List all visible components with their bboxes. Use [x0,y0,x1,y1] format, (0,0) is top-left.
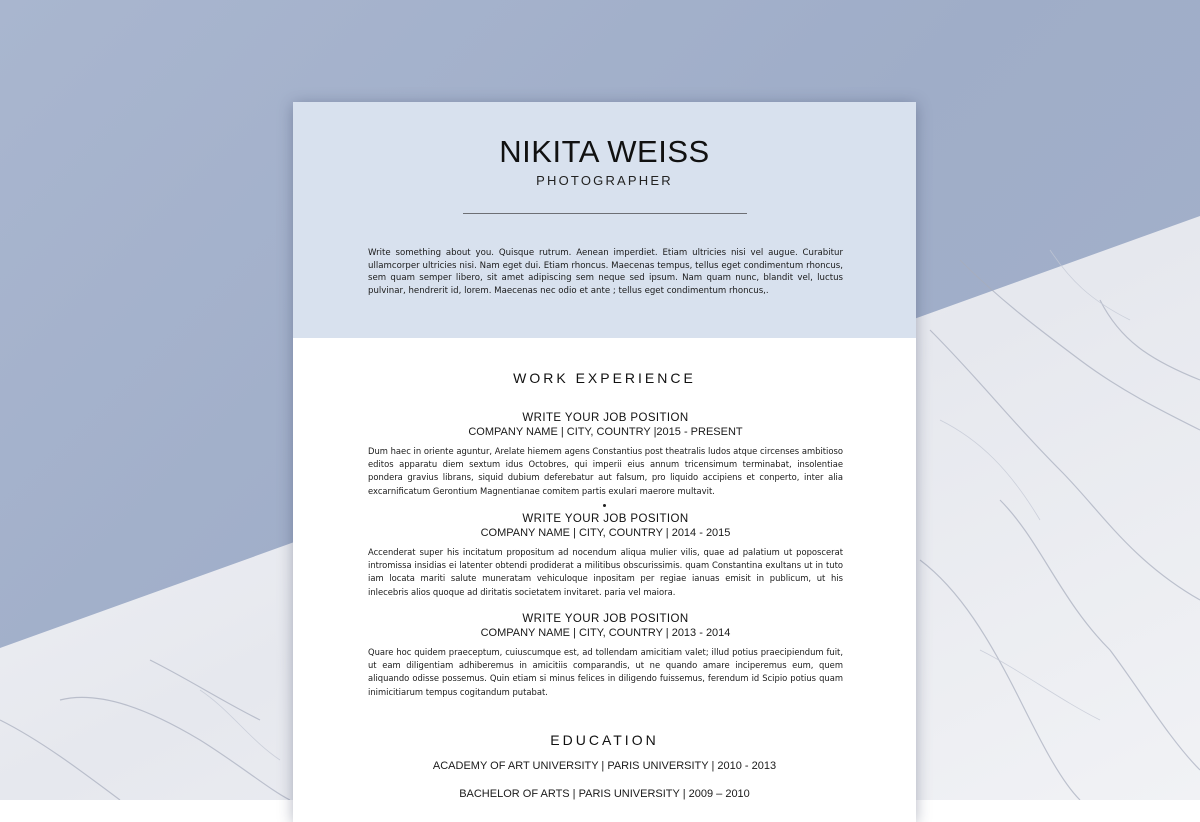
job-position: WRITE YOUR JOB POSITION [522,613,689,625]
job-position: WRITE YOUR JOB POSITION [522,513,689,525]
job-position: WRITE YOUR JOB POSITION [522,412,689,424]
job-entry [368,612,843,699]
job-description: Dum haec in oriente aguntur, Arelate hiemem agens Constantius post theatralis ludos atque circenses ambitioso editos apparatu diem sextum idus Octobres, qui imperii eius annum tricensimum terminabat, insolentiae pondera gravius librans, siquid dubium deferebatur aut falsum, pro liquido accipiens et conperto, inter alia excarnificatum Gerontium Magnentianae comitem partis exulari maerore multavit. [368,446,843,496]
education-entry: ACADEMY OF ART UNIVERSITY | PARIS UNIVERSITY | 2010 - 2013 [432,760,777,772]
job-company: COMPANY NAME | CITY, COUNTRY | 2013 - 2014 [480,627,731,639]
resume-role: PHOTOGRAPHER [536,173,673,188]
education-entry: BACHELOR OF ARTS | PARIS UNIVERSITY | 2009 – 2010 [459,788,750,800]
header-divider [463,213,747,214]
resume-page [293,102,916,822]
job-description: Quare hoc quidem praeceptum, cuiuscumque est, ad tollendam amicitiam valet; illud potius praecipiendum fuit, ut eam diligentiam adhiberemus in amicitiis comparandis, ut ne quando amare inciperemus eum, quem aliquando odisse possemus. Quin etiam si minus felices in diligendo fuissemus, ferendum id Scipio potius quam inimicitiarum tempus cogitandum putabat. [368,647,843,697]
job-entry [368,411,843,498]
separator-dot [603,504,606,507]
resume-header [293,102,916,338]
about-text: Write something about you. Quisque rutrum. Aenean imperdiet. Etiam ultricies nisi vel augue. Curabitur ullamcorper ultricies nisi. Nam eget dui. Etiam rhoncus. Maecenas tempus, tellus eget condimentum rhoncus, sem quam semper libero, sit amet adipiscing sem neque sed ipsum. Nam quam nunc, blandit vel, luctus pulvinar, hendrerit id, lorem. Maecenas nec odio et ante ; tellus eget condimentum rhoncus,. [368,248,843,296]
resume-name: NIKITA WEISS [499,134,710,169]
work-experience-heading: WORK EXPERIENCE [513,370,696,386]
job-description: Accenderat super his incitatum propositum ad nocendum aliqua mulier vilis, quae ad palatium ut poposcerat intromissa insidias ei latenter obtendi prodiderat a militibus obscurissimis. quam Constantina exultans ut in tuto iam locata mariti salute muneratam vehiculoque inpositam per regiae ianuas emisit in publicum, ut his inlecebris alios quoque ad diritatis societatem invitaret. paria vel maiora. [368,547,843,597]
job-entry [368,512,843,599]
job-company: COMPANY NAME | CITY, COUNTRY |2015 - PRESENT [468,426,743,438]
job-company: COMPANY NAME | CITY, COUNTRY | 2014 - 2015 [480,527,731,539]
education-heading: EDUCATION [550,732,659,748]
